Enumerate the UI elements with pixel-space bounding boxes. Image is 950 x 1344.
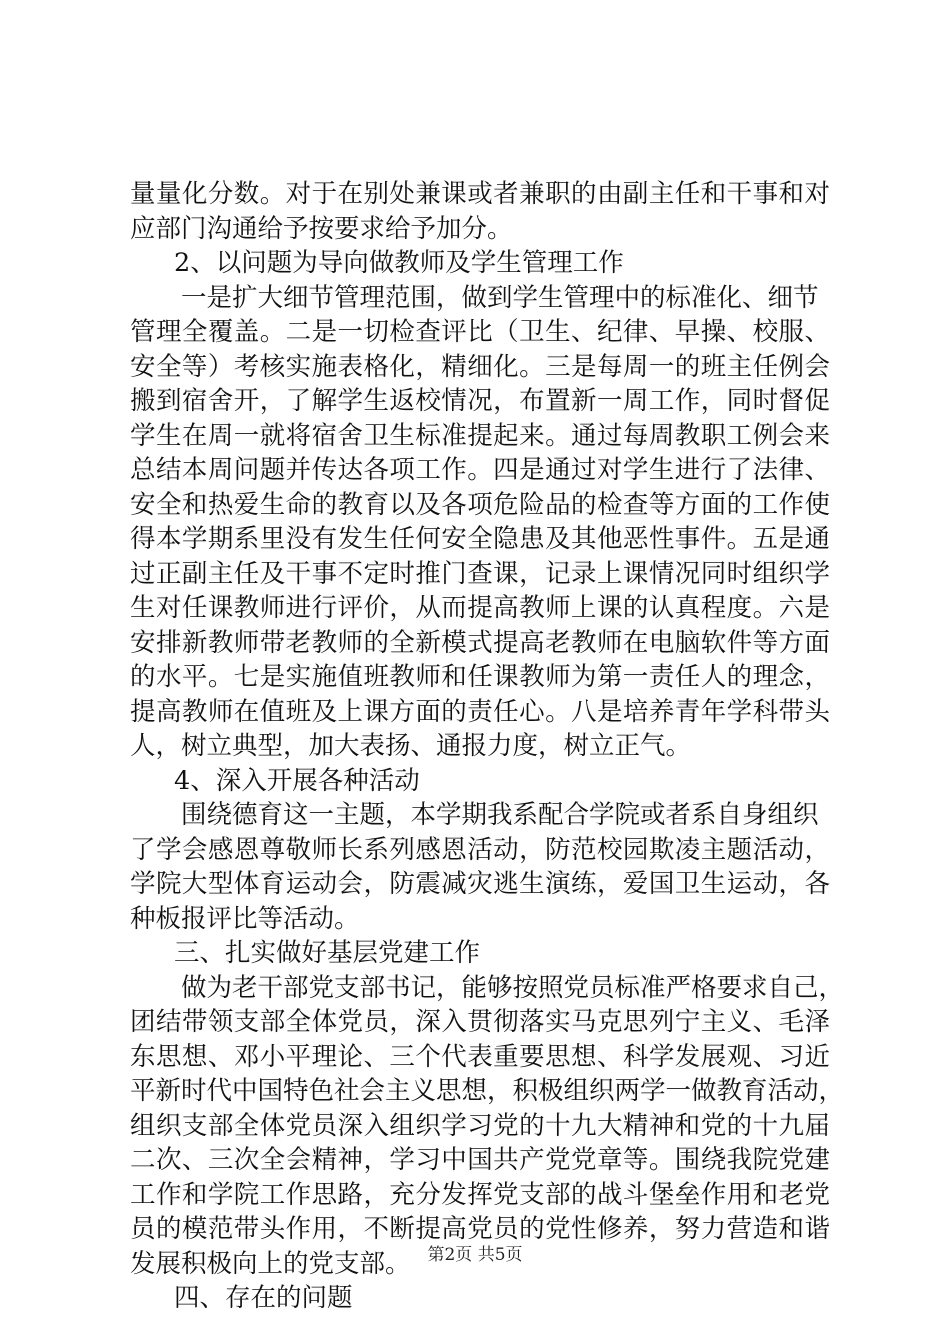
text-line: 得本学期系里没有发生任何安全隐患及其他恶性事件。五是通 [130,524,830,554]
text-line: 围绕德育这一主题，本学期我系配合学院或者系自身组织 [181,800,819,830]
text-line: 发展积极向上的党支部。 [130,1248,411,1279]
text-line: 人，树立典型，加大表扬、通报力度，树立正气。 [130,731,692,761]
section-heading: 2、以问题为导向做教师及学生管理工作 [174,248,624,278]
text-line: 学院大型体育运动会，防震减灾逃生演练，爱国卫生运动，各 [130,869,830,899]
section-heading: 四、存在的问题 [174,1283,353,1313]
text-line: 安全等）考核实施表格化，精细化。三是每周一的班主任例会 [130,351,830,382]
text-line: 种板报评比等活动。 [130,903,360,934]
text-line: 组织支部全体党员深入组织学习党的十九大精神和党的十九届 [130,1110,830,1141]
section-heading: 4、深入开展各种活动 [174,765,420,796]
text-line: 了学会感恩尊敬师长系列感恩活动，防范校园欺凌主题活动， [130,834,830,865]
text-line: 管理全覆盖。二是一切检查评比（卫生、纪律、早操、校服、 [130,317,830,347]
text-line: 学生在周一就将宿舍卫生标准提起来。通过每周教职工例会来 [130,420,830,451]
text-line: 安排新教师带老教师的全新模式提高老教师在电脑软件等方面 [130,627,830,658]
text-line: 东思想、邓小平理论、三个代表重要思想、科学发展观、习近 [130,1041,830,1072]
text-line: 生对任课教师进行评价，从而提高教师上课的认真程度。六是 [130,593,830,623]
text-line: 提高教师在值班及上课方面的责任心。八是培养青年学科带头 [130,696,830,727]
text-line: 员的模范带头作用，不断提高党员的党性修养，努力营造和谐 [130,1214,830,1244]
text-line: 做为老干部党支部书记，能够按照党员标准严格要求自己， [181,972,845,1003]
text-line: 总结本周问题并传达各项工作。四是通过对学生进行了法律、 [130,455,830,485]
document-body [130,177,845,1316]
text-line: 安全和热爱生命的教育以及各项危险品的检查等方面的工作使 [130,489,830,520]
section-heading: 三、扎实做好基层党建工作 [174,938,481,968]
text-line: 一是扩大细节管理范围，做到学生管理中的标准化、细节 [181,282,819,313]
text-line: 工作和学院工作思路，充分发挥党支部的战斗堡垒作用和老党 [130,1179,830,1210]
text-line: 的水平。七是实施值班教师和任课教师为第一责任人的理念， [130,662,830,692]
text-line: 搬到宿舍开，了解学生返校情况，布置新一周工作，同时督促 [130,386,830,416]
text-line: 平新时代中国特色社会主义思想，积极组织两学一做教育活动， [130,1076,845,1106]
text-line: 应部门沟通给予按要求给予加分。 [130,213,513,244]
text-line: 二次、三次全会精神，学习中国共产党党章等。围绕我院党建 [130,1145,830,1175]
text-line: 量量化分数。对于在别处兼课或者兼职的由副主任和干事和对 [130,179,830,209]
text-line: 团结带领支部全体党员，深入贯彻落实马克思列宁主义、毛泽 [130,1007,830,1037]
page-footer: 第2页 共5页 [427,1245,523,1265]
text-line: 过正副主任及干事不定时推门查课，记录上课情况同时组织学 [130,558,830,589]
